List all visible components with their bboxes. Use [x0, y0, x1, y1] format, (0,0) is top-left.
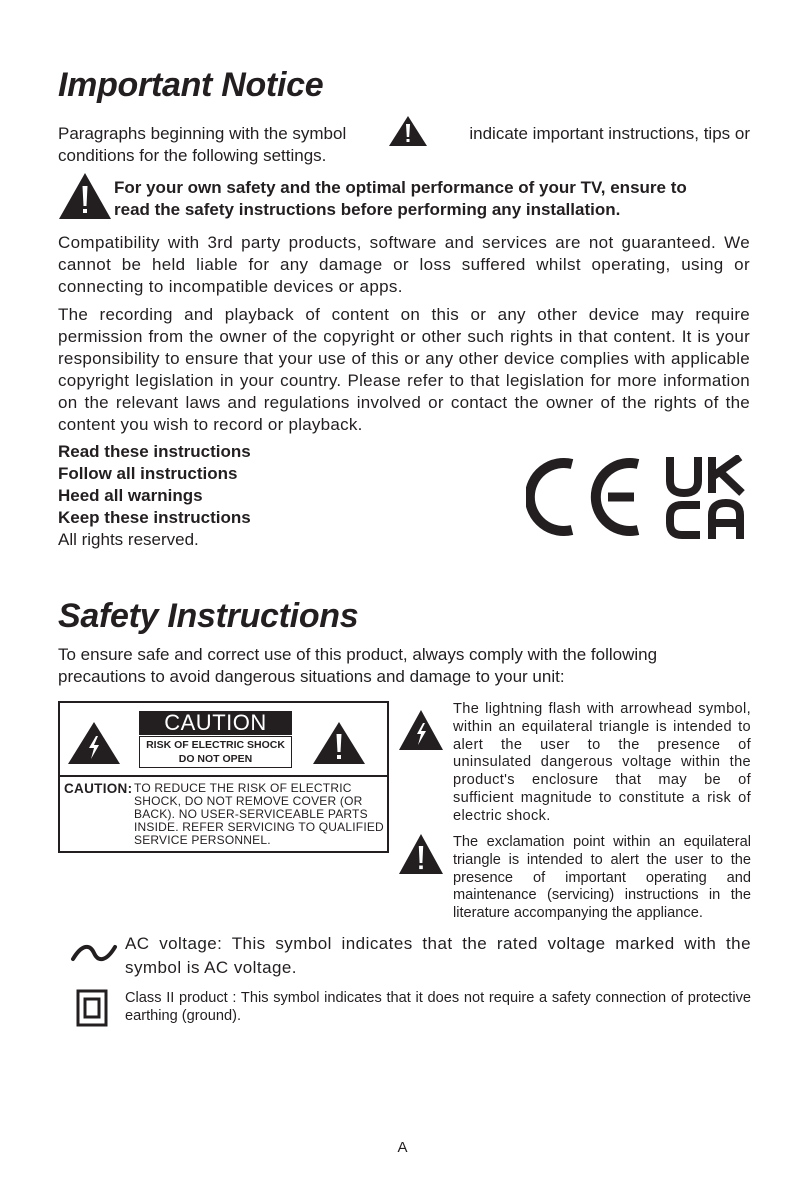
class-ii-icon: [76, 989, 108, 1032]
exclamation-triangle-icon: [312, 721, 366, 765]
ac-voltage-text: AC voltage: This symbol indicates that the rated voltage marked with the symbol is AC voltage.: [125, 934, 751, 977]
instruction-item: Keep these instructions: [58, 508, 251, 527]
intro-line2: conditions for the following settings.: [58, 146, 327, 165]
caution-header: CAUTION: [139, 711, 292, 735]
exclamation-explanation: The exclamation point within an equilateral triangle is intended to alert the user to the presence of important operating and maintenance (servicing) instructions in the literature accompanying the appliance.: [453, 834, 751, 922]
intro-paragraph: [58, 123, 750, 167]
instructions-list: [58, 441, 251, 551]
instruction-item: Heed all warnings: [58, 486, 203, 505]
exclamation-triangle-icon: [398, 833, 444, 875]
instruction-item: Follow all instructions: [58, 464, 238, 483]
lightning-triangle-icon: [67, 721, 121, 765]
intro-after-symbol: indicate important instructions, tips or: [469, 124, 750, 143]
ukca-mark-logo: [666, 455, 748, 546]
lightning-triangle-icon: [398, 709, 444, 751]
caution-prefix: CAUTION:: [64, 781, 133, 796]
ac-voltage-icon: [70, 942, 118, 969]
compatibility-paragraph: Compatibility with 3rd party products, software and services are not guaranteed. We cannot be held liable for any damage or loss suffered whilst operating, using or connecting to incompatible devices or apps.: [58, 233, 750, 296]
warning-triangle-icon: [388, 115, 428, 147]
caution-label: [58, 701, 389, 853]
class-ii-text: Class II product : This symbol indicates that it does not require a safety connection of protective earthing (ground).: [125, 990, 751, 1024]
safety-intro: To ensure safe and correct use of this product, always comply with the following precautions to avoid dangerous situations and damage to your unit:: [58, 645, 658, 686]
caution-divider: [60, 775, 387, 777]
ce-mark-logo: [526, 456, 644, 543]
caution-sub: RISK OF ELECTRIC SHOCK DO NOT OPEN: [139, 736, 292, 768]
intro-before-symbol: Paragraphs beginning with the symbol: [58, 124, 347, 143]
rights-text: All rights reserved.: [58, 530, 199, 549]
lightning-explanation: The lightning flash with arrowhead symbol, within an equilateral triangle is intended to alert the user to the presence of uninsulated dangerous voltage within the product's enclosure that may be of sufficient magnitude to constitute a risk of electric shock.: [453, 701, 751, 824]
page-number: A: [397, 1139, 408, 1156]
safety-instructions-title: Safety Instructions: [58, 597, 359, 635]
instruction-item: Read these instructions: [58, 442, 251, 461]
caution-body: TO REDUCE THE RISK OF ELECTRIC SHOCK, DO NOT REMOVE COVER (OR BACK). NO USER-SERVICEABLE PARTS INSIDE. REFER SERVICING TO QUALIFIED SERVICE PERSONNEL.: [134, 781, 384, 847]
important-notice-title: Important Notice: [58, 66, 324, 104]
warning-triangle-large-icon: [58, 172, 112, 220]
recording-paragraph: The recording and playback of content on this or any other device may require permission from the owner of the copyright or other such rights in that content. It is your responsibility to ensure that your use of this or any other device complies with applicable copyright legislation in your country. Please refer to that legislation for more information on the relevant laws and regulations involved or contact the owner of the rights of the content you wish to record or playback.: [58, 305, 750, 434]
safety-warning-bold: For your own safety and the optimal performance of your TV, ensure to read the safety instructions before performing any installation.: [114, 178, 687, 219]
